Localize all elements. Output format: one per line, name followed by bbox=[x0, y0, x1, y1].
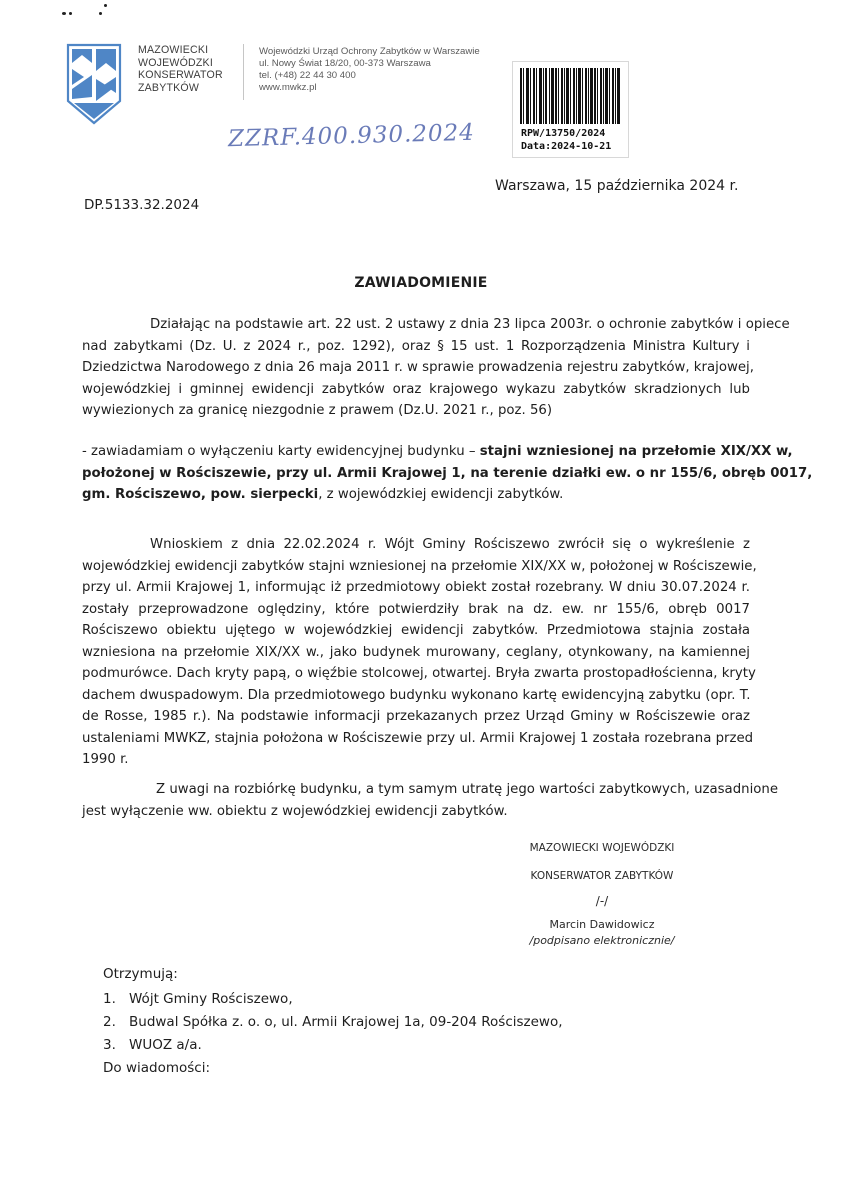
signatory-name: Marcin Dawidowicz bbox=[549, 918, 655, 931]
paragraph-line: dachem dwuspadowym. Dla przedmiotowego budynku wykonano kartę ewidencyjną zabytku (opr. T. bbox=[82, 687, 751, 703]
office-phone: tel. (+48) 22 44 30 400 bbox=[259, 70, 356, 81]
paragraph-line: wojewódzkiej i gminnej ewidencji zabytków oraz krajowego wykazu zabytków skradzionych lub bbox=[82, 381, 750, 397]
scan-speck bbox=[104, 4, 107, 7]
handwritten-case-number: ZZRF.400.930.2024 bbox=[227, 119, 476, 153]
scan-speck bbox=[62, 12, 66, 15]
paragraph-line: jest wyłączenie ww. obiektu z wojewódzkiej ewidencji zabytków. bbox=[82, 803, 508, 819]
office-street: ul. Nowy Świat 18/20, 00-373 Warszawa bbox=[259, 58, 431, 69]
justification-paragraph bbox=[82, 534, 757, 771]
notification-bold-text: położonej w Rościszewie, przy ul. Armii Krajowej 1, na terenie działki ew. o nr 155/6, obręb 0017, bbox=[82, 465, 813, 481]
paragraph-line: Dziedzictwa Narodowego z dnia 26 maja 2011 r. w sprawie prowadzenia rejestru zabytków, krajowej, bbox=[82, 360, 754, 375]
list-item bbox=[103, 988, 563, 1011]
paragraph-line: 1990 r. bbox=[82, 752, 129, 767]
list-item-text: WUOZ a/a. bbox=[129, 1037, 202, 1053]
document-title: ZAWIADOMIENIE bbox=[354, 275, 488, 291]
office-website: www.mwkz.pl bbox=[259, 82, 317, 93]
list-item bbox=[103, 1011, 563, 1034]
paragraph-line: przy ul. Armii Krajowej 1, informując iż przedmiotowy obiekt został rozebrany. W dniu 30.07.2024 r. bbox=[82, 580, 750, 595]
signature-title-line: KONSERWATOR ZABYTKÓW bbox=[530, 870, 674, 882]
barcode-icon bbox=[520, 68, 621, 124]
letterhead-divider bbox=[243, 44, 244, 100]
paragraph-line bbox=[82, 463, 813, 485]
signature-block bbox=[522, 841, 682, 949]
paragraph-line: Z uwagi na rozbiórkę budynku, a tym samym utratę jego wartości zabytkowych, uzasadnione bbox=[156, 782, 779, 797]
institution-name-line: WOJEWÓDZKI bbox=[138, 56, 213, 69]
office-address bbox=[259, 46, 519, 94]
signature-title-line: MAZOWIECKI WOJEWÓDZKI bbox=[529, 842, 675, 854]
list-item-number: 1. bbox=[103, 991, 116, 1007]
list-item bbox=[103, 1034, 563, 1057]
registration-stamp bbox=[512, 61, 629, 158]
institution-name-line: ZABYTKÓW bbox=[138, 81, 200, 94]
list-item-number: 3. bbox=[103, 1037, 116, 1053]
legal-basis-paragraph bbox=[82, 314, 790, 422]
office-name: Wojewódzki Urząd Ochrony Zabytków w Warszawie bbox=[259, 46, 480, 57]
paragraph-line: Wnioskiem z dnia 22.02.2024 r. Wójt Gminy Rościszewo zwrócił się o wykreślenie z bbox=[150, 537, 750, 552]
institution-name-line: KONSERWATOR bbox=[138, 69, 223, 81]
paragraph-line: wywiezionych za granicę niezgodnie z prawem (Dz.U. 2021 r., poz. 56) bbox=[82, 403, 553, 418]
recipients-list bbox=[103, 963, 563, 1080]
notification-paragraph bbox=[82, 441, 813, 506]
electronic-signature-note: /podpisano elektronicznie/ bbox=[529, 934, 675, 947]
paragraph-line: podmurówce. Dach kryty papą, o więźbie stolcowej, otwartej. Bryła zwarta prostopadłościenna, kryty bbox=[82, 666, 756, 681]
list-item-text: Wójt Gminy Rościszewo, bbox=[129, 991, 293, 1007]
paragraph-line: Rościszewo obiektu ujętego w wojewódzkiej ewidencji zabytków. Przedmiotowa stajnia została bbox=[82, 623, 750, 638]
paragraph-line: wojewódzkiej ewidencji zabytków stajni wzniesionej na przełomie XIX/XX w, położonej w Rościszewie, bbox=[82, 558, 757, 574]
paragraph-line: wzniesiona na przełomie XIX/XX w., jako budynek murowany, ceglany, otynkowany, na kamiennej bbox=[82, 644, 750, 660]
paragraph-line: ustaleniami MWKZ, stajnia położona w Rościszewie przy ul. Armii Krajowej 1 została rozebrana przed bbox=[82, 730, 754, 746]
paragraph-line: nad zabytkami (Dz. U. z 2024 r., poz. 1292), oraz § 15 ust. 1 Rozporządzenia Ministra Kultury i bbox=[82, 338, 750, 354]
place-date: Warszawa, 15 października 2024 r. bbox=[495, 178, 739, 194]
reference-number: DP.5133.32.2024 bbox=[84, 197, 200, 213]
paragraph-line bbox=[82, 484, 750, 506]
notification-bold-text: stajni wzniesionej na przełomie XIX/XX w, bbox=[479, 444, 793, 459]
recipients-heading: Otrzymują: bbox=[103, 966, 178, 982]
paragraph-line: Działając na podstawie art. 22 ust. 2 ustawy z dnia 23 lipca 2003r. o ochronie zabytków i opiece bbox=[150, 317, 790, 332]
conclusion-paragraph bbox=[82, 779, 779, 822]
scan-speck bbox=[99, 12, 102, 15]
stamp-rpw-number: RPW/13750/2024 bbox=[521, 128, 606, 139]
paragraph-line bbox=[82, 441, 793, 463]
cc-heading: Do wiadomości: bbox=[103, 1060, 211, 1076]
stamp-date: Data:2024-10-21 bbox=[521, 141, 612, 152]
list-item-number: 2. bbox=[103, 1014, 116, 1030]
mwkz-logo-icon bbox=[66, 43, 122, 125]
notification-text: , z wojewódzkiej ewidencji zabytków. bbox=[318, 487, 564, 502]
signature-mark: /-/ bbox=[595, 894, 609, 908]
scan-speck bbox=[69, 12, 72, 15]
paragraph-line: zostały przeprowadzone oględziny, które potwierdziły brak na dz. ew. nr 155/6, obręb 0017 bbox=[82, 601, 750, 617]
notification-bold-text: gm. Rościszewo, pow. sierpecki bbox=[82, 487, 319, 502]
institution-name bbox=[138, 44, 238, 94]
paragraph-line: de Rosse, 1985 r.). Na podstawie informacji przekazanych przez Urząd Gminy w Rościszewie oraz bbox=[82, 709, 750, 724]
list-item-text: Budwal Spółka z. o. o, ul. Armii Krajowej 1a, 09-204 Rościszewo, bbox=[129, 1014, 563, 1030]
notification-text: - zawiadamiam o wyłączeniu karty ewidencyjnej budynku – bbox=[82, 444, 480, 459]
institution-name-line: MAZOWIECKI bbox=[138, 44, 209, 56]
